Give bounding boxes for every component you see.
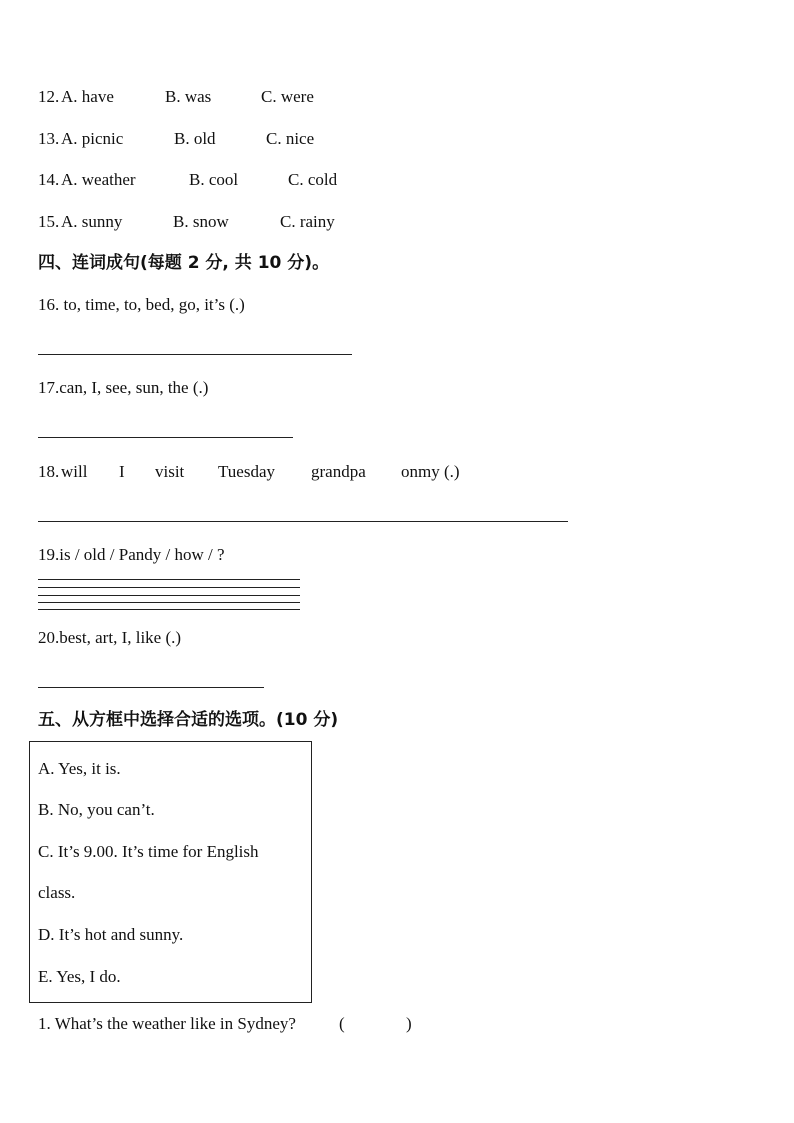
question-number: 14. [38,170,60,189]
option-b: B. was [165,87,212,106]
question-20: 20.best, art, I, like (.) [38,628,182,647]
option-c: C. rainy [280,212,335,231]
question-19: 19.is / old / Pandy / how / ? [38,545,225,564]
option-c: C. were [261,87,314,106]
word: will [61,462,88,481]
option-a: A. have [61,87,114,106]
question-number: 12. [38,87,60,106]
answer-line-18[interactable] [38,521,568,522]
option-b-text: B. No, you can’t. [38,800,155,819]
option-b: B. old [174,129,216,148]
option-d-text: D. It’s hot and sunny. [38,925,184,944]
writing-line-1[interactable] [38,579,300,580]
option-a-text: A. Yes, it is. [38,759,121,778]
question-1: 1. What’s the weather like in Sydney? [38,1014,296,1033]
section-4-heading: 四、连词成句(每题 2 分, 共 10 分)。 [38,253,330,273]
option-c-text: C. It’s 9.00. It’s time for English [38,842,259,861]
answer-paren-close: ) [406,1014,412,1033]
answer-line-17[interactable] [38,437,293,438]
option-c-text-continued: class. [38,883,76,902]
option-a: A. sunny [61,212,123,231]
answer-paren-open: ( [339,1014,345,1033]
option-b: B. snow [173,212,229,231]
option-c: C. nice [266,129,315,148]
answer-line-16[interactable] [38,354,352,355]
question-number: 13. [38,129,60,148]
option-a: A. picnic [61,129,124,148]
question-number: 15. [38,212,60,231]
word: grandpa [311,462,366,481]
writing-line-3[interactable] [38,595,300,596]
answer-blank[interactable] [350,1013,406,1035]
answer-line-20[interactable] [38,687,264,688]
option-a: A. weather [61,170,136,189]
option-e-text: E. Yes, I do. [38,967,121,986]
writing-line-2[interactable] [38,587,300,588]
word: Tuesday [218,462,275,481]
options-box [29,741,312,1003]
question-16: 16. to, time, to, bed, go, it’s (.) [38,295,245,314]
question-17: 17.can, I, see, sun, the (.) [38,378,209,397]
word: onmy (.) [401,462,460,481]
word: I [119,462,125,481]
writing-line-4[interactable] [38,602,300,603]
section-5-heading: 五、从方框中选择合适的选项。(10 分) [38,710,339,730]
word: visit [155,462,185,481]
option-c: C. cold [288,170,338,189]
option-b: B. cool [189,170,239,189]
writing-line-5[interactable] [38,609,300,610]
question-number: 18. [38,462,60,481]
